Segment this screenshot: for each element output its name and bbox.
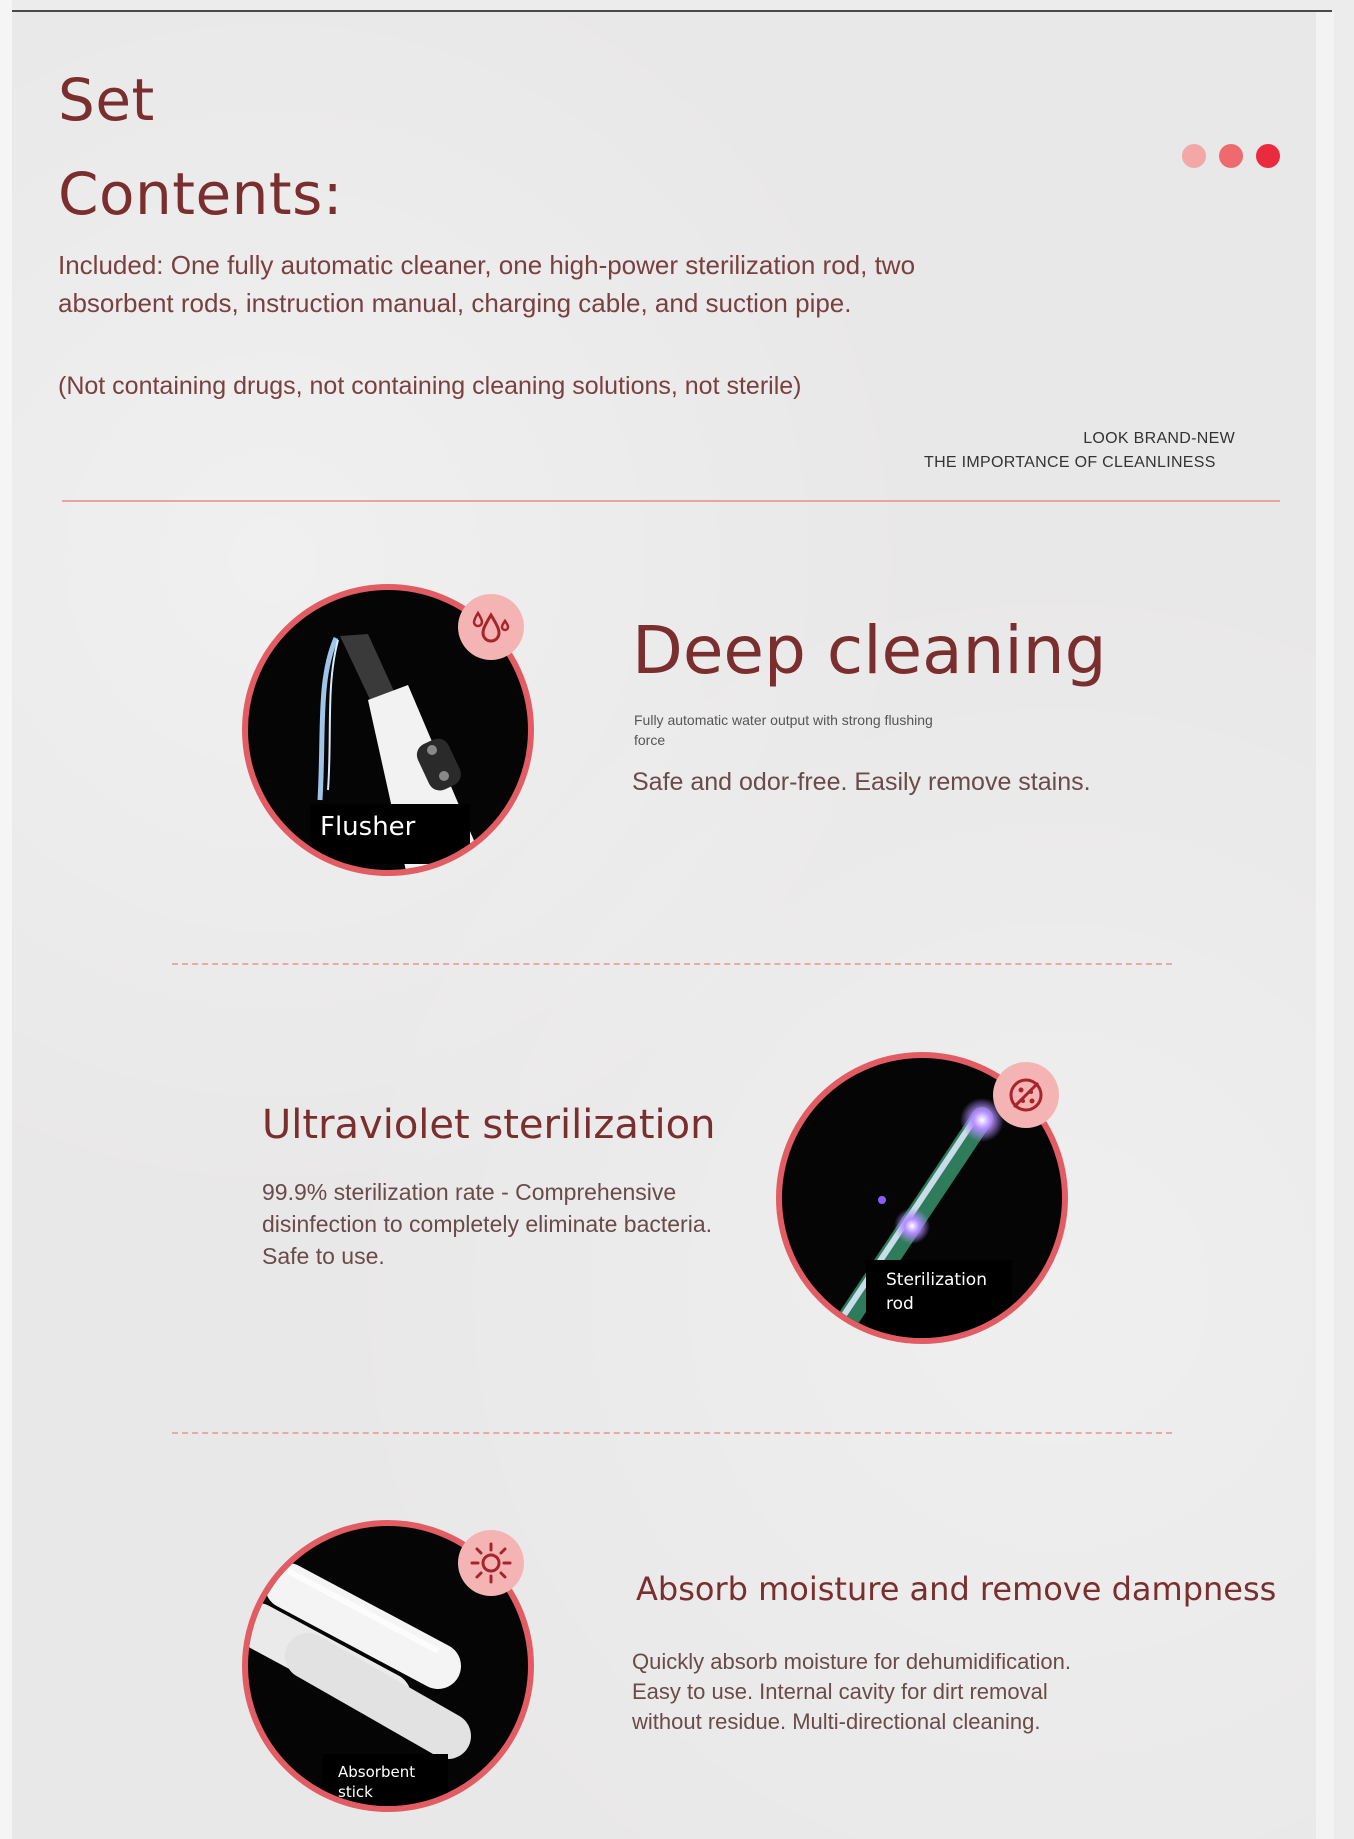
absorb-moisture-description: Quickly absorb moisture for dehumidification. Easy to use. Internal cavity for dirt removal without residue. Multi-directional cleaning.: [632, 1649, 1071, 1734]
section-divider-1: [172, 963, 1172, 965]
section-divider-2: [172, 1432, 1172, 1434]
slogan-line-1: LOOK BRAND-NEW: [1083, 430, 1235, 447]
dot-light: [1182, 144, 1206, 168]
header-divider: [62, 500, 1280, 502]
sun-badge: [458, 1530, 524, 1596]
sun-icon: [469, 1541, 513, 1585]
title-line-set: Set: [58, 66, 155, 134]
flusher-caption: Flusher: [310, 804, 470, 864]
slogan-line-2: THE IMPORTANCE OF CLEANLINESS: [924, 454, 1216, 471]
right-margin: [1316, 12, 1334, 1839]
absorbent-stick-caption: Absorbent stick: [322, 1754, 448, 1812]
top-border: [12, 10, 1332, 12]
virus-slash-icon: [1003, 1072, 1049, 1118]
included-text: Included: One fully automatic cleaner, one high-power sterilization rod, two absorbent rods, instruction manual, charging cable, and suction pipe.: [58, 250, 916, 318]
left-margin: [0, 0, 12, 1839]
dot-medium: [1219, 144, 1243, 168]
dot-dark: [1256, 144, 1280, 168]
virus-slash-badge: [993, 1062, 1059, 1128]
deep-cleaning-title: Deep cleaning: [632, 612, 1107, 689]
absorb-moisture-title: Absorb moisture and remove dampness: [636, 1570, 1277, 1608]
disclaimer-note: (Not containing drugs, not containing cleaning solutions, not sterile): [58, 372, 802, 400]
deep-cleaning-description: Safe and odor-free. Easily remove stains.: [632, 768, 1091, 796]
title-line-contents: Contents:: [58, 160, 343, 228]
uv-sterilization-description: 99.9% sterilization rate - Comprehensive disinfection to completely eliminate bacteria. Safe to use.: [262, 1179, 713, 1269]
deep-cleaning-subtitle: Fully automatic water output with strong flushing force: [634, 712, 933, 748]
water-drops-icon: [469, 605, 513, 649]
decorative-dots: [1182, 144, 1280, 168]
uv-sterilization-title: Ultraviolet sterilization: [262, 1102, 716, 1148]
sterilization-rod-caption: Sterilization rod: [866, 1260, 1012, 1340]
water-drops-badge: [458, 594, 524, 660]
